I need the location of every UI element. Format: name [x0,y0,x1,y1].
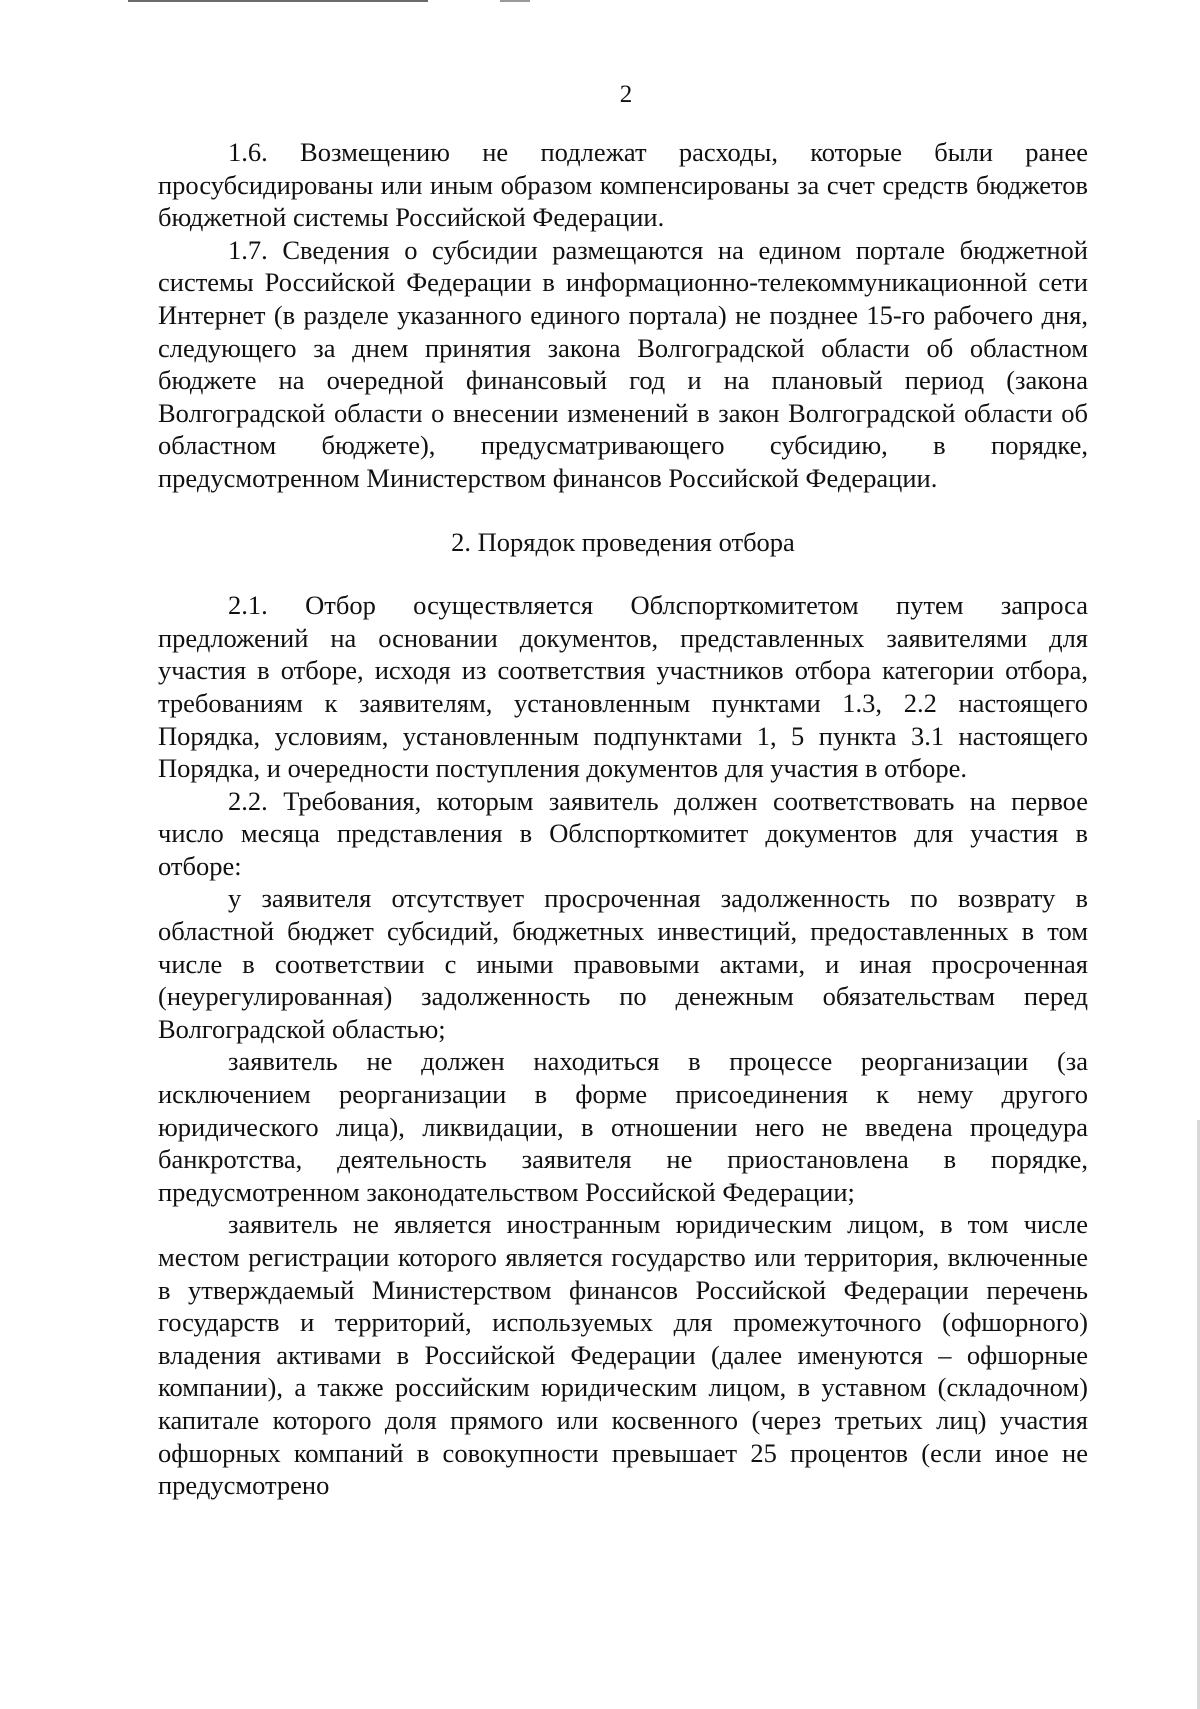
scan-artifact-line [128,0,428,2]
page-number: 2 [619,81,633,108]
document-body [158,136,1088,1502]
requirement-no-debt: у заявителя отсутствует просроченная задолженность по возврату в областной бюджет субсидий, бюджетных инвестиций, предоставленных в том числе в соответствии с иными правовыми актами, и иная просроченная (неурегулированная) задолженность по денежным обязательствам перед Волгоградской областью; [158,883,1088,1044]
paragraph-2-1: 2.1. Отбор осуществляется Облспорткомитетом путем запроса предложений на основании документов, представленных заявителями для участия в отборе, исходя из соответствия участников отбора категории отбора, требованиям к заявителям, установленным пунктами 1.3, 2.2 настоящего Порядка, условиям, установленным подпунктами 1, 5 пункта 3.1 настоящего Порядка, и очередности поступления документов для участия в отборе. [158,590,1088,784]
scan-edge-top [0,0,1200,4]
paragraph-1-7: 1.7. Сведения о субсидии размещаются на едином портале бюджетной системы Российской Федерации в информационно-телекоммуникационной сети Интернет (в разделе указанного единого портала) не позднее 15-го рабочего дня, следующего за днем принятия закона Волгоградской области об областном бюджете на очередной финансовый год и на плановый период (закона Волгоградской области о внесении изменений в закон Волгоградской области об областном бюджете), предусматривающего субсидию, в порядке, предусмотренном Министерством финансов Российской Федерации. [158,234,1088,493]
paragraph-2-2: 2.2. Требования, которым заявитель должен соответствовать на первое число месяца представления в Облспорткомитет документов для участия в отборе: [158,785,1088,881]
requirement-not-foreign-entity: заявитель не является иностранным юридическим лицом, в том числе местом регистрации которого является государство или территория, включенные в утверждаемый Министерством финансов Российской Федерации перечень государств и территорий, используемых для промежуточного (офшорного) владения активами в Российской Федерации (далее именуются – офшорные компании), а также российским юридическим лицом, в уставном (складочном) капитале которого доля прямого или косвенного (через третьих лиц) участия офшорных компаний в совокупности превышает 25 процентов (если иное не предусмотрено [158,1209,1088,1501]
section-heading: 2. Порядок проведения отбора [451,526,795,557]
requirement-no-reorganization: заявитель не должен находиться в процессе реорганизации (за исключением реорганизации в форме присоединения к нему другого юридического лица), ликвидации, в отношении него не введена процедура банкротства, деятельность заявителя не приостановлена в порядке, предусмотренном законодательством Российской Федерации; [158,1046,1088,1207]
scan-artifact-mark [500,0,530,2]
paragraph-1-6: 1.6. Возмещению не подлежат расходы, которые были ранее просубсидированы или иным образом компенсированы за счет средств бюджетов бюджетной системы Российской Федерации. [158,137,1088,233]
